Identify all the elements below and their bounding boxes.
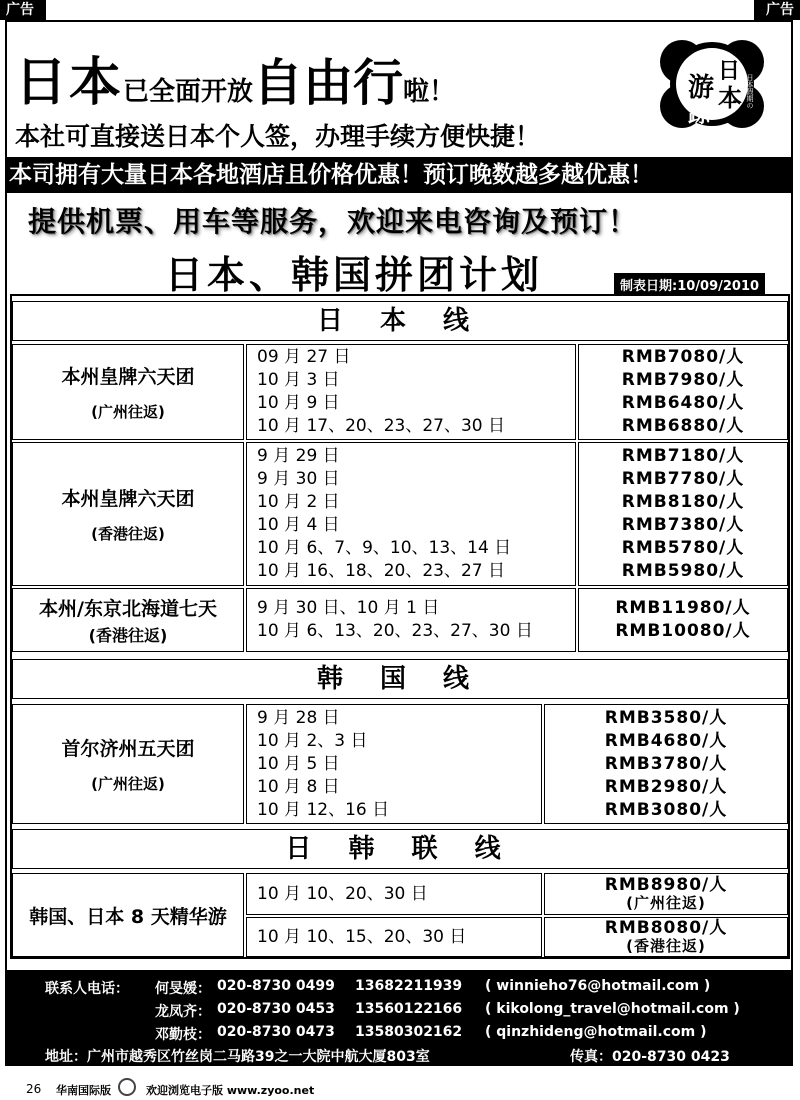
contact-name: 何旻媛：: [155, 981, 211, 997]
tour-name: 本州皇牌六天团: [61, 366, 195, 388]
tour-name: 本州皇牌六天团: [61, 488, 195, 510]
badge-char3: 日: [718, 59, 741, 84]
price-note: (广州往返): [626, 894, 706, 912]
badge-char2: 踪: [688, 103, 711, 128]
section-japan-korea: 日 韩 联 线: [12, 829, 788, 869]
tour-name-cell: [12, 344, 244, 440]
price-line: RMB7180/人: [621, 446, 745, 466]
tour-prices-cell: [578, 442, 788, 586]
contact-fax: 传真：020-8730 0423: [570, 1049, 730, 1065]
tour-name: 韩国、日本 8 天精华游: [29, 905, 227, 928]
tour-prices-cell: [544, 873, 788, 915]
price-line: RMB3780/人: [604, 753, 728, 774]
plan-title: 日本、韩国拼团计划: [165, 253, 544, 297]
date-line: 10 月 4 日: [257, 515, 340, 535]
price-line: RMB7780/人: [621, 469, 745, 489]
section-korea: 韩 国 线: [12, 659, 788, 699]
page-footer: [0, 1076, 800, 1100]
date-line: 10 月 9 日: [257, 393, 340, 413]
date-line: 10 月 10、15、20、30 日: [257, 926, 467, 947]
contact-tel[interactable]: 020-8730 0453: [217, 1001, 335, 1017]
tour-port: (香港往返): [88, 626, 168, 645]
price-line: RMB10080/人: [615, 621, 751, 641]
ad-tag-right: 广告: [754, 0, 800, 20]
date-line: 9 月 30 日: [257, 469, 340, 489]
headline-end: 啦！: [403, 77, 456, 107]
date-line: 10 月 2、3 日: [257, 730, 368, 751]
headline-japan: 日本: [15, 53, 124, 113]
price-line: RMB5980/人: [621, 561, 745, 581]
date-line: 10 月 6、13、20、23、27、30 日: [257, 621, 533, 641]
headline-open: 已全面开放: [123, 77, 254, 107]
headline-free-travel: 自由行: [253, 54, 404, 112]
tour-prices-cell: [544, 704, 788, 824]
page-number: 26: [26, 1082, 42, 1096]
price-line: RMB6880/人: [621, 416, 745, 436]
contact-tel[interactable]: 020-8730 0499: [217, 978, 335, 994]
contact-email[interactable]: ( kikolong_travel@hotmail.com ): [485, 1001, 740, 1017]
date-line: 10 月 12、16 日: [257, 799, 390, 820]
badge-char1: 游: [688, 73, 715, 103]
ad-tag-left: 广告: [0, 0, 46, 20]
date-line: 9 月 30 日、10 月 1 日: [257, 598, 440, 618]
tour-name-cell: [12, 588, 244, 652]
date-line: 10 月 10、20、30 日: [257, 883, 428, 904]
date-line: 9 月 29 日: [257, 446, 340, 466]
contact-name: 邓勤枝：: [155, 1027, 211, 1043]
tour-dates-cell: [246, 344, 576, 440]
magazine-logo-icon: [118, 1078, 136, 1096]
contact-tel[interactable]: 020-8730 0473: [217, 1024, 335, 1040]
price-line: RMB11980/人: [615, 598, 751, 618]
contact-mobile[interactable]: 13580302162: [355, 1024, 463, 1040]
price-line: RMB8980/人: [604, 875, 728, 895]
date-line: 10 月 6、7、9、10、13、14 日: [257, 538, 512, 558]
date-line: 10 月 2 日: [257, 492, 340, 512]
badge-circle-text: 日本假期の: [746, 74, 754, 109]
contact-name: 龙凤齐：: [155, 1004, 211, 1020]
tour-name-cell: [12, 873, 244, 957]
badge-char4: 本: [718, 84, 742, 112]
price-line: RMB6480/人: [621, 393, 745, 413]
contact-mobile[interactable]: 13682211939: [355, 978, 463, 994]
tour-dates-cell: [246, 873, 542, 915]
tour-dates-cell: [246, 704, 542, 824]
price-line: RMB8180/人: [621, 492, 745, 512]
browse-link[interactable]: 欢迎浏览电子版 www.zyoo.net: [146, 1084, 315, 1097]
tour-dates-cell: [246, 588, 576, 652]
tour-port: (广州往返): [91, 403, 165, 421]
date-line: 09 月 27 日: [257, 347, 351, 367]
tour-dates-cell: [246, 917, 542, 957]
tour-name-cell: [12, 704, 244, 824]
tour-name-cell: [12, 442, 244, 586]
contact-mobile[interactable]: 13560122166: [355, 1001, 463, 1017]
price-line: RMB3580/人: [604, 707, 728, 728]
tour-name: 首尔济州五天团: [61, 738, 195, 760]
date-label: 制表日期:10/09/2010: [614, 273, 765, 296]
tour-prices-cell: [578, 588, 788, 652]
price-line: RMB4680/人: [604, 730, 728, 751]
price-line: RMB7380/人: [621, 515, 745, 535]
contact-label: 联系人电话：: [45, 981, 129, 997]
tour-dates-cell: [246, 442, 576, 586]
tour-prices-cell: [544, 917, 788, 957]
tour-name: 本州/东京北海道七天: [39, 598, 217, 620]
price-line: RMB3080/人: [604, 799, 728, 820]
date-line: 10 月 16、18、20、23、27 日: [257, 561, 506, 581]
contact-address: 地址：广州市越秀区竹丝岗二马路39之一大院中航大厦803室: [45, 1049, 430, 1065]
contact-email[interactable]: ( qinzhideng@hotmail.com ): [485, 1024, 707, 1040]
date-line: 10 月 8 日: [257, 776, 340, 797]
date-line: 10 月 5 日: [257, 753, 340, 774]
date-line: 9 月 28 日: [257, 707, 340, 728]
tour-port: (广州往返): [91, 775, 165, 793]
tour-prices-cell: [578, 344, 788, 440]
services-banner: 提供机票、用车等服务，欢迎来电咨询及预订！: [28, 205, 638, 238]
price-note: (香港往返): [626, 937, 706, 955]
price-line: RMB7080/人: [621, 347, 745, 367]
headline: [15, 40, 455, 115]
date-line: 10 月 17、20、23、27、30 日: [257, 416, 506, 436]
price-line: RMB5780/人: [621, 538, 745, 558]
tour-port: (香港往返): [91, 525, 165, 543]
price-line: RMB2980/人: [604, 776, 728, 797]
hotel-banner: 本司拥有大量日本各地酒店且价格优惠！预订晚数越多越优惠！: [5, 157, 793, 193]
contact-block: [5, 970, 793, 1066]
price-line: RMB8080/人: [604, 918, 728, 938]
section-japan: 日 本 线: [12, 301, 788, 341]
price-line: RMB7980/人: [621, 370, 745, 390]
subheadline: 本社可直接送日本个人签，办理手续方便快捷！: [15, 122, 541, 151]
date-line: 10 月 3 日: [257, 370, 340, 390]
contact-email[interactable]: ( winnieho76@hotmail.com ): [485, 978, 711, 994]
edition-label: 华南国际版: [56, 1084, 111, 1097]
brand-badge-icon: [652, 34, 772, 134]
